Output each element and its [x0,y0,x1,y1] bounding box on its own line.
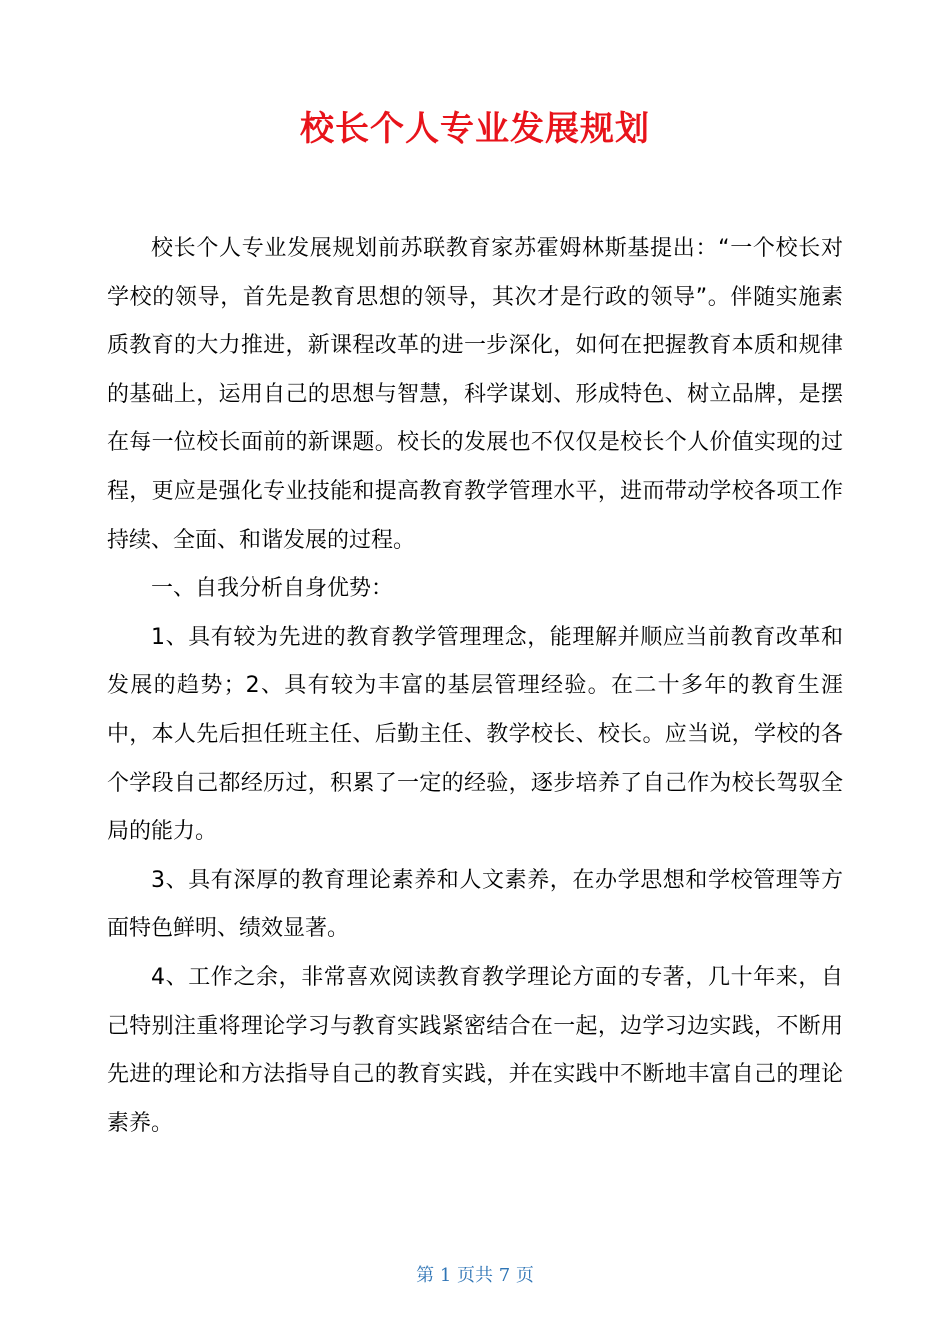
paragraph-advantage-4: 4、工作之余，非常喜欢阅读教育教学理论方面的专著，几十年来，自己特别注重将理论学习与教育实践紧密结合在一起，边学习边实践，不断用先进的理论和方法指导自己的教育实践，并在实践中不断地丰富自己的理论素养。 [107,964,843,1136]
document-body [107,225,843,1148]
paragraph-advantage-3: 3、具有深厚的教育理论素养和人文素养，在办学思想和学校管理等方面特色鲜明、绩效显著。 [107,867,843,942]
paragraph-section-heading: 一、自我分析自身优势： [151,576,394,602]
paragraph-advantage-1-2: 1、具有较为先进的教育教学管理理念，能理解并顺应当前教育改革和发展的趋势；2、具有较为丰富的基层管理经验。在二十多年的教育生涯中，本人先后担任班主任、后勤主任、教学校长、校长。应当说，学校的各个学段自己都经历过，积累了一定的经验，逐步培养了自己作为校长驾驭全局的能力。 [107,624,843,845]
page-number-footer: 第 1 页共 7 页 [416,1265,534,1286]
paragraph-intro: 校长个人专业发展规划前苏联教育家苏霍姆林斯基提出：“一个校长对学校的领导，首先是教育思想的领导，其次才是行政的领导”。伴随实施素质教育的大力推进，新课程改革的进一步深化，如何在把握教育本质和规律的基础上，运用自己的思想与智慧，科学谋划、形成特色、树立品牌，是摆在每一位校长面前的新课题。校长的发展也不仅仅是校长个人价值实现的过程，更应是强化专业技能和提高教育教学管理水平，进而带动学校各项工作持续、全面、和谐发展的过程。 [107,236,843,553]
document-title: 校长个人专业发展规划 [300,109,650,149]
